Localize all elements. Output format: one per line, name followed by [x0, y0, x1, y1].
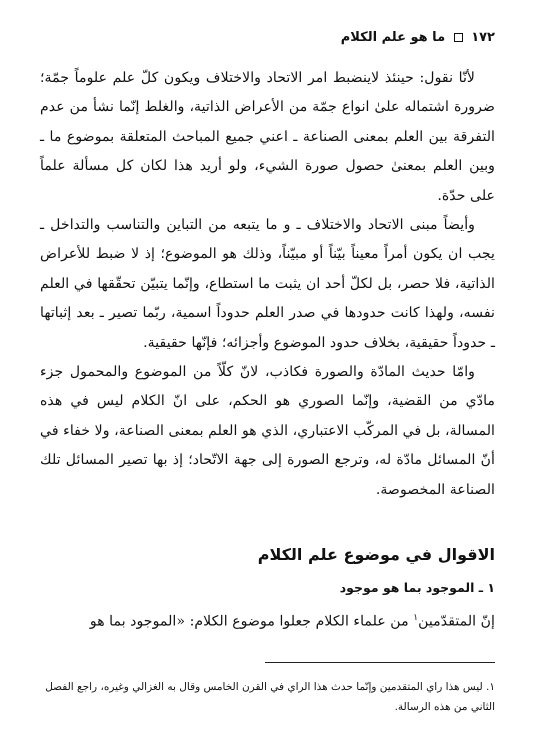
paragraph: وامّا حديث المادّة والصورة فكاذب، لانّ كلّاً من الموضوع والمحمول جزء مادّي من القضية، وإنّما الصوري هو الحكم، على انّ الكلام ليس في هذه المسالة، بل في المركّب الاعتباري، الذي هو العلم بمعنى الصناعة، ولا خفاء في أنّ المسائل مادّة له، وترجع الصورة إلى جهة الاتّحاد؛ إذ بها تصير المسائل تلك الصناعة المخصوصة.: [40, 364, 495, 498]
page-number: ١٧٢: [471, 30, 495, 45]
footnote-divider: [265, 662, 495, 663]
footnote-marker: ١: [413, 613, 419, 623]
subsection-heading: ١ ـ الموجود بما هو موجود: [339, 580, 495, 595]
paragraph: وأيضاً مبنى الاتحاد والاختلاف ـ و ما يتبعه من التباين والتناسب والتداخل ـ يجب ان يكون أمراً معيناً بيّناً أو مبيّناً، وذلك هو الموضوع؛ إذ لا ضبط للأعراض الذاتية، فلا حصر، بل لكلّ أحد ان يثبت ما استطاع، وإنّما يتبيّن تحقّقها في العلم نفسه، ولهذا كانت حدودها في صدر العلم حدوداً اسمية، ربّما تصير ـ بعد إثباتها ـ حدوداً حقيقية، بخلاف حدود الموضوع وأجزائه؛ فإنّها حقيقية.: [40, 217, 495, 351]
text-run: من علماء الكلام جعلوا موضوع الكلام: «الموجود بما هو: [89, 613, 414, 630]
main-body: [40, 64, 495, 505]
section-paragraph: [40, 604, 495, 637]
square-icon: [454, 33, 463, 42]
footnote: ١. ليس هذا راي المتقدمين وإنّما حدث هذا الراي في القرن الخامس وقال به الغزالي وغيره، راجع الفصل الثاني من هذه الرسالة.: [45, 681, 495, 713]
text-run: إنّ المتقدّمين: [418, 613, 495, 630]
running-title: ما هو علم الكلام: [340, 30, 446, 45]
section-heading: الاقوال في موضوع علم الكلام: [257, 545, 495, 564]
page-header: [40, 30, 495, 54]
paragraph: لأنّا نقول: حينئذ لاينضبط امر الاتحاد والاختلاف ويكون كلّ علم علوماً جمّة؛ ضرورة اشتماله علىٰ انواع جمّة من الأعراض الذاتية، والغلط إنّما نشأ من عدم التفرقة بين العلم بمعنى الصناعة ـ اعني جميع المباحث المتعلقة بموضوع ما ـ وبين العلم بمعنىٰ حصول صورة الشيء، ولو أريد هذا لكان كل مسألة علماً على حدّة.: [40, 70, 495, 204]
